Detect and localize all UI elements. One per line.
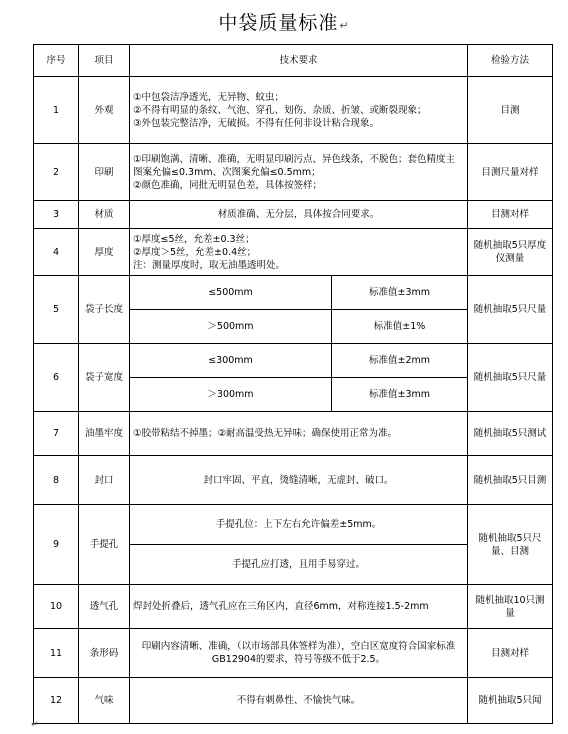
row-item: 透气孔 — [79, 585, 130, 629]
header-requirements: 技术要求 — [130, 45, 468, 77]
row-method: 随机抽取5只尺量 — [468, 344, 553, 412]
table-row — [34, 77, 553, 144]
table-row — [34, 678, 553, 724]
req-line: ①印刷饱满、清晰、准确，无明显印刷污点、异色线条，不脱色；套色精度主图案允偏≤0.3mm、次图案允偏≤0.5mm； — [133, 153, 456, 178]
req-line: ①中包袋洁净透光，无异物、蚊虫； — [133, 91, 285, 103]
row-requirements: 焊封处折叠后，透气孔应在三角区内，直径6mm，对称连接1.5-2mm — [130, 585, 468, 629]
row-method: 目测尺量对样 — [468, 144, 553, 201]
header-method: 检验方法 — [468, 45, 553, 77]
row-item: 袋子长度 — [79, 276, 130, 344]
row-requirements: 印刷内容清晰、准确，（以市场部具体签样为准），空白区宽度符合国家标准GB12904的要求，符号等级不低于2.5。 — [130, 629, 468, 678]
row-item: 材质 — [79, 201, 130, 229]
row-item: 气味 — [79, 678, 130, 724]
row-requirements: 材质准确、无分层，具体按合同要求。 — [130, 201, 468, 229]
row-no: 9 — [34, 505, 79, 585]
row-method: 随机抽取5只尺量 — [468, 276, 553, 344]
table-row — [34, 201, 553, 229]
row-method: 随机抽取10只测量 — [468, 585, 553, 629]
title-text: 中袋质量标准 — [218, 12, 339, 34]
row-requirements: ①胶带粘结不掉墨；②耐高温受热无异味；确保使用正常为准。 — [130, 412, 468, 456]
end-paragraph-mark: ↵ — [31, 720, 39, 730]
page-title — [0, 8, 568, 35]
row-no: 6 — [34, 344, 79, 412]
req-line: ③外包装完整洁净，无破损。不得有任何非设计粘合现象。 — [133, 117, 380, 129]
row-no: 2 — [34, 144, 79, 201]
table-row — [34, 344, 553, 378]
table-row — [34, 412, 553, 456]
header-item: 项目 — [79, 45, 130, 77]
handle-hole-position: 手提孔位：上下左右允许偏差±5mm。 — [130, 505, 468, 545]
req-line: 注：测量厚度时，取无油墨透明处。 — [133, 259, 286, 271]
length-spec: ＞500mm — [130, 310, 332, 344]
paragraph-mark: ↵ — [339, 19, 350, 32]
row-method: 目测对样 — [468, 629, 553, 678]
row-method: 随机抽取5只尺量、目测 — [468, 505, 553, 585]
width-tolerance: 标准值±2mm — [332, 344, 468, 378]
row-requirements — [130, 144, 468, 201]
table-row — [34, 456, 553, 505]
width-spec: ≤300mm — [130, 344, 332, 378]
row-no: 3 — [34, 201, 79, 229]
row-requirements: 封口牢固、平直，烫缝清晰，无虚封、破口。 — [130, 456, 468, 505]
length-tolerance: 标准值±1% — [332, 310, 468, 344]
row-no: 4 — [34, 229, 79, 276]
table-row — [34, 505, 553, 545]
req-line: ②厚度＞5丝，允差±0.4丝； — [133, 246, 257, 258]
row-method: 目测 — [468, 77, 553, 144]
table-row — [34, 585, 553, 629]
row-item: 印刷 — [79, 144, 130, 201]
req-line: ②不得有明显的条纹、气泡、穿孔、划伤、杂质、折皱、或断裂现象； — [133, 104, 427, 116]
row-requirements — [130, 229, 468, 276]
row-method: 随机抽取5只厚度仪测量 — [468, 229, 553, 276]
req-line: ②颜色准确，同批无明显色差，具体按签样； — [133, 179, 323, 191]
row-method: 目测对样 — [468, 201, 553, 229]
row-no: 1 — [34, 77, 79, 144]
row-item: 封口 — [79, 456, 130, 505]
header-no: 序号 — [34, 45, 79, 77]
row-no: 12 — [34, 678, 79, 724]
handle-hole-punch: 手提孔应打透，且用手易穿过。 — [130, 545, 468, 585]
table-row — [34, 629, 553, 678]
row-requirements: 不得有刺鼻性、不愉快气味。 — [130, 678, 468, 724]
row-requirements — [130, 77, 468, 144]
width-tolerance: 标准值±3mm — [332, 378, 468, 412]
row-no: 5 — [34, 276, 79, 344]
quality-standard-table — [33, 44, 553, 724]
width-spec: ＞300mm — [130, 378, 332, 412]
row-item: 厚度 — [79, 229, 130, 276]
row-item: 条形码 — [79, 629, 130, 678]
row-no: 7 — [34, 412, 79, 456]
table-row — [34, 276, 553, 310]
table-row — [34, 229, 553, 276]
row-no: 10 — [34, 585, 79, 629]
row-item: 外观 — [79, 77, 130, 144]
row-method: 随机抽取5只闻 — [468, 678, 553, 724]
length-tolerance: 标准值±3mm — [332, 276, 468, 310]
row-item: 油墨牢度 — [79, 412, 130, 456]
row-item: 袋子宽度 — [79, 344, 130, 412]
table-header-row — [34, 45, 553, 77]
req-line: ①厚度≤5丝，允差±0.3丝； — [133, 233, 255, 245]
length-spec: ≤500mm — [130, 276, 332, 310]
row-method: 随机抽取5只测试 — [468, 412, 553, 456]
row-no: 8 — [34, 456, 79, 505]
row-item: 手提孔 — [79, 505, 130, 585]
row-no: 11 — [34, 629, 79, 678]
row-method: 随机抽取5只目测 — [468, 456, 553, 505]
table-row — [34, 144, 553, 201]
